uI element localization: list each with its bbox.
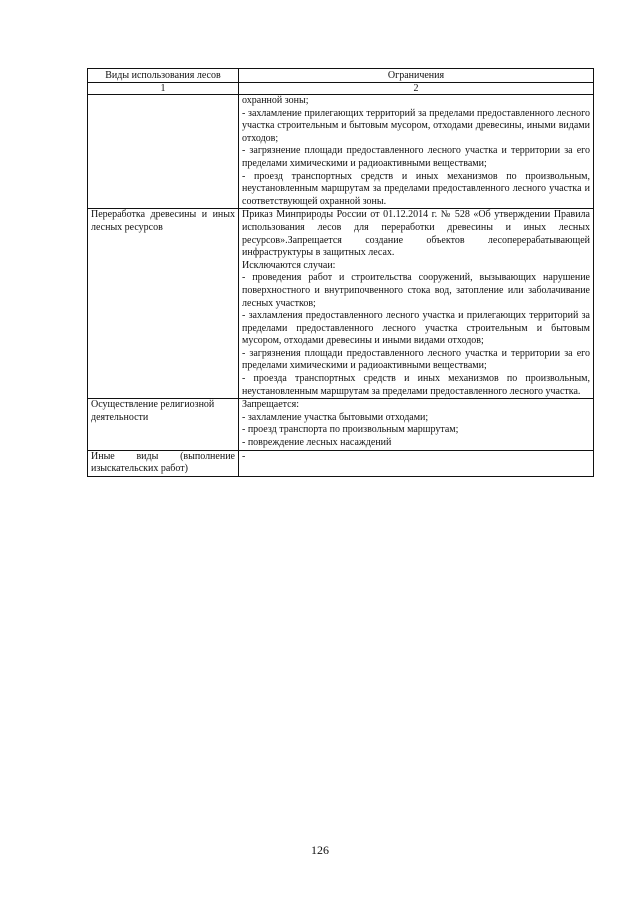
restriction-line: Исключаются случаи: <box>242 259 336 271</box>
column-number-row <box>88 83 594 95</box>
table-row <box>88 209 594 399</box>
restrictions-cell <box>239 450 594 476</box>
forest-use-type-cell: Осуществление религиозной деятельности <box>88 399 239 450</box>
restriction-line: - повреждение лесных насаждений <box>242 437 392 449</box>
restriction-line: - захламления предоставленного лесного участка и прилегающих территорий за пределами предоставленного лесного участка строительным и бытовым мусором, отходами древесины и иными видами отходов; <box>242 310 590 347</box>
table-row <box>88 450 594 476</box>
restrictions-cell <box>239 95 594 209</box>
restriction-line: - проезд транспортных средств и иных механизмов по произвольным, неустановленным маршрутам за пределами предоставленного лесного участка и соответствующей охранной зоны. <box>242 170 590 207</box>
restriction-line: - <box>242 450 246 462</box>
restriction-line: охранной зоны; <box>242 95 309 106</box>
restriction-line: Запрещается: <box>242 399 299 411</box>
column-number-1: 1 <box>88 83 239 95</box>
header-restrictions: Ограничения <box>239 69 594 83</box>
restrictions-cell <box>239 209 594 399</box>
forest-use-type-cell <box>88 95 239 209</box>
table-row <box>88 95 594 209</box>
page-number: 126 <box>311 843 329 857</box>
restriction-line: - загрязнения площади предоставленного лесного участка и территории за его пределами химическими и радиоактивными веществами; <box>242 347 590 372</box>
restrictions-cell <box>239 399 594 450</box>
restriction-line: - проезда транспортных средств и иных механизмов по произвольным, неустановленным маршрутам за пределами предоставленного лесного участка. <box>242 373 590 397</box>
restriction-line: - захламление прилегающих территорий за пределами предоставленного лесного участка строительным и бытовым мусором, отходами древесины, иными видами отходов; <box>242 107 590 144</box>
forest-use-type-cell: Иные виды (выполнение изыскательских работ) <box>88 450 239 476</box>
restriction-line: Приказ Минприроды России от 01.12.2014 г. № 528 «Об утверждении Правила использования лесов для переработки древесины и иных лесных ресурсов».Запрещается создание объектов лесоперерабатывающей инфраструктуры в защитных лесах. <box>242 209 590 259</box>
column-number-2: 2 <box>239 83 594 95</box>
header-forest-use-types: Виды использования лесов <box>88 69 239 83</box>
header-row <box>88 69 594 83</box>
restriction-line: - проезд транспорта по произвольным маршрутам; <box>242 424 459 436</box>
forest-use-type-cell: Переработка древесины и иных лесных ресурсов <box>88 209 239 399</box>
table-row <box>88 399 594 450</box>
restriction-line: - загрязнение площади предоставленного лесного участка и территории за его пределами химическими и радиоактивными веществами; <box>242 145 590 169</box>
restrictions-table <box>87 68 594 477</box>
restriction-line: - проведения работ и строительства сооружений, вызывающих нарушение поверхностного и внутрипочвенного стока вод, затопление или заболачивание лесных участков; <box>242 272 590 309</box>
restriction-line: - захламление участка бытовыми отходами; <box>242 411 429 423</box>
